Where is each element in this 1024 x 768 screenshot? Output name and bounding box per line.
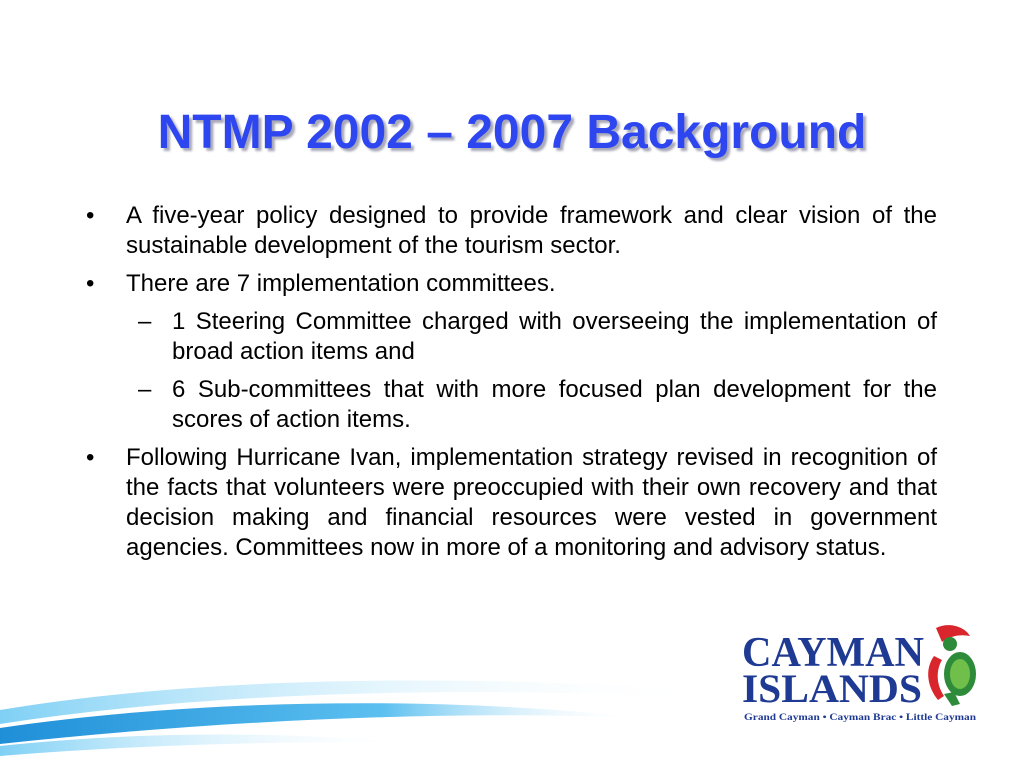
- sub-bullet-marker: –: [138, 376, 152, 403]
- sub-bullet-item: [86, 375, 937, 435]
- bullet-text: There are 7 implementation committees.: [126, 270, 556, 297]
- bullet-item: [86, 443, 937, 563]
- bullet-item: [86, 269, 937, 299]
- bullet-marker: •: [86, 202, 95, 229]
- bullet-item: [86, 201, 937, 261]
- bullet-text: A five-year policy designed to provide framework and clear vision of the sustainable development of the tourism sector.: [126, 202, 937, 259]
- bullet-marker: •: [86, 444, 95, 471]
- logo-line2: ISLANDS: [742, 666, 922, 711]
- cayman-islands-logo: [738, 622, 984, 726]
- sub-bullet-marker: –: [138, 308, 152, 335]
- bullet-marker: •: [86, 270, 95, 297]
- sub-bullet-item: [86, 307, 937, 367]
- turtle-pirate-icon: [928, 625, 976, 706]
- slide-title: NTMP 2002 – 2007 Background: [157, 106, 867, 159]
- logo-tagline: Grand Cayman • Cayman Brac • Little Cayman: [744, 713, 977, 723]
- sub-bullet-text: 1 Steering Committee charged with overseeing the implementation of broad action items and: [172, 308, 937, 365]
- bullet-text: Following Hurricane Ivan, implementation strategy revised in recognition of the facts that volunteers were preoccupied with their own recovery and that decision making and financial resources were vested in government agencies. Committees now in more of a monitoring and advisory status.: [126, 444, 937, 561]
- logo-line1: CAYMAN: [742, 630, 924, 676]
- decorative-waves: [0, 640, 700, 768]
- bullet-list: [86, 201, 937, 571]
- sub-bullet-text: 6 Sub-committees that with more focused plan development for the scores of action items.: [172, 376, 937, 433]
